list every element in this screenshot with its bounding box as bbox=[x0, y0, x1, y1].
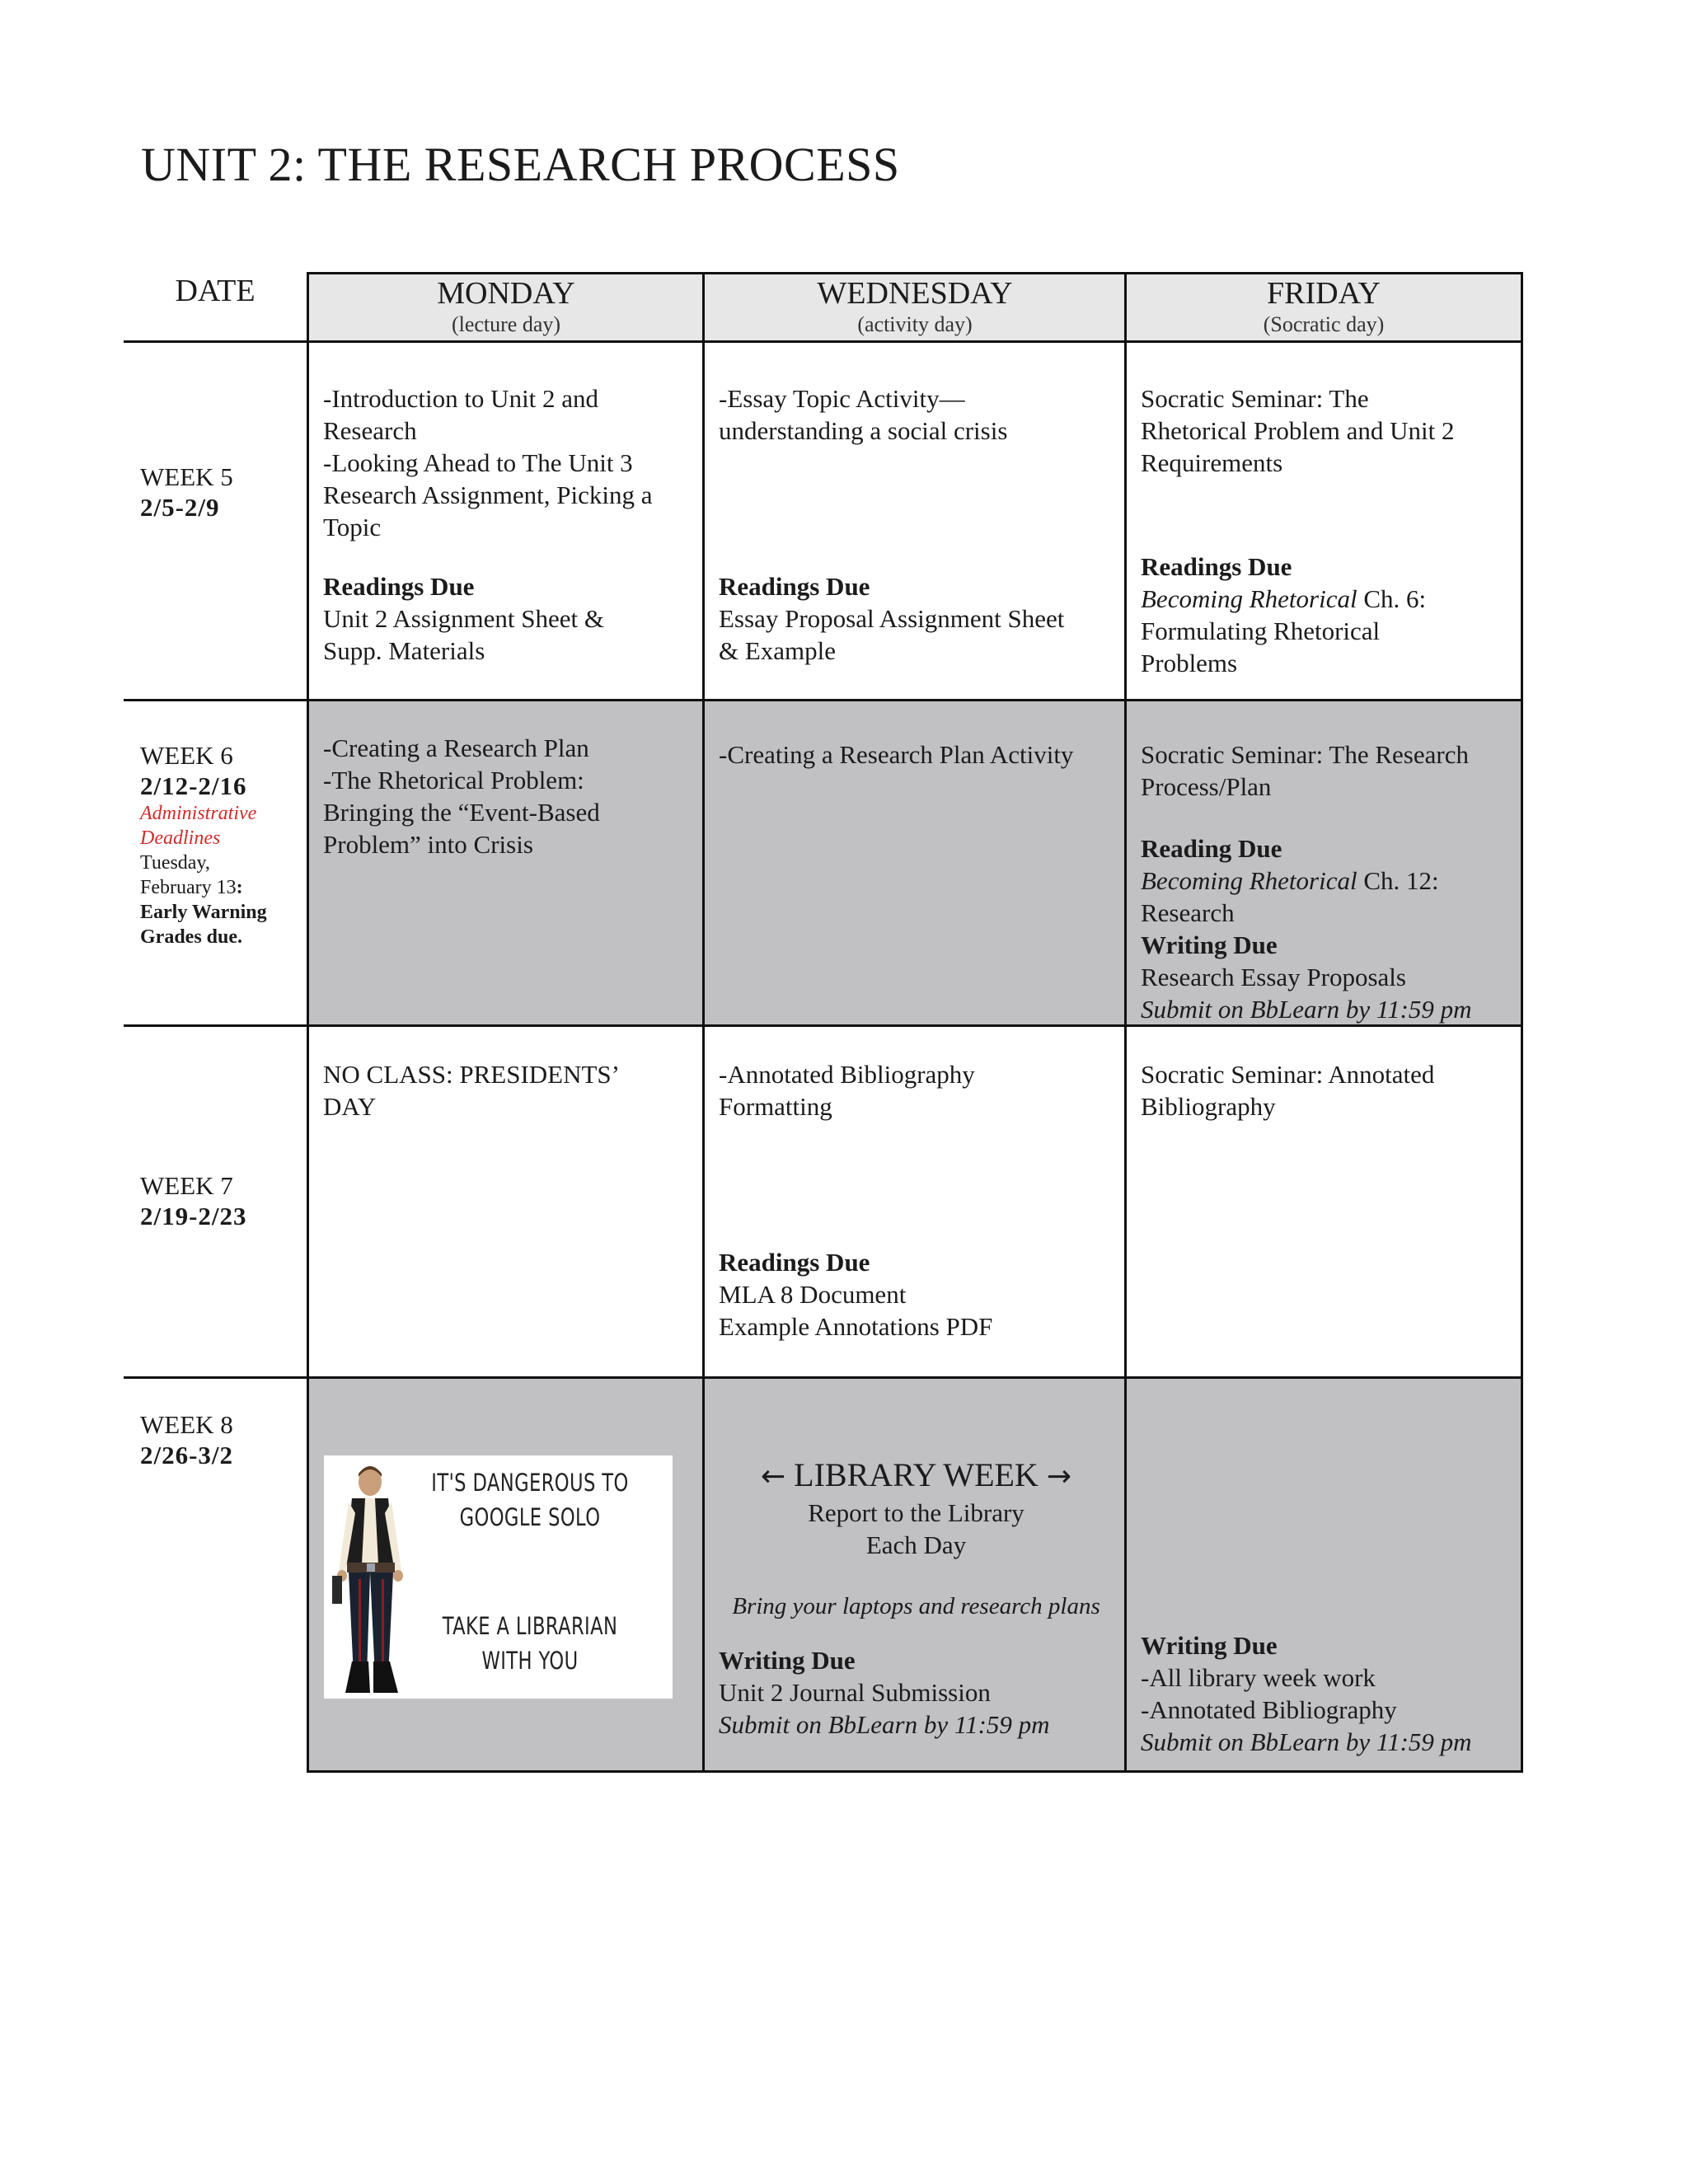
topic-line: -The Rhetorical Problem: bbox=[323, 766, 584, 794]
due-line: Unit 2 Journal Submission bbox=[719, 1678, 991, 1707]
deadline-note bbox=[140, 875, 267, 900]
day-name: FRIDAY bbox=[1267, 276, 1381, 311]
due-heading: Readings Due bbox=[719, 572, 870, 601]
due-line: Example Annotations PDF bbox=[719, 1312, 993, 1341]
library-week-block bbox=[706, 1455, 1127, 1623]
meme-line: WITH YOU bbox=[481, 1647, 579, 1675]
due-line: Research bbox=[1141, 898, 1235, 927]
week7-monday-cell bbox=[308, 1058, 704, 1376]
week7-wednesday-cell bbox=[704, 1058, 1126, 1376]
topic-line: Socratic Seminar: The Research bbox=[1141, 740, 1469, 769]
topic-line: -Annotated Bibliography bbox=[719, 1060, 975, 1089]
due-line: -All library week work bbox=[1141, 1663, 1376, 1692]
date-column-header: DATE bbox=[175, 274, 256, 308]
library-instruction: Report to the Library bbox=[808, 1498, 1025, 1527]
week5-label-block bbox=[140, 462, 233, 523]
librarian-meme-image bbox=[324, 1455, 673, 1699]
topic-line: Socratic Seminar: Annotated bbox=[1141, 1060, 1435, 1089]
arrow-left-icon: ← bbox=[760, 1460, 786, 1493]
day-subtitle: (activity day) bbox=[857, 312, 973, 336]
due-line bbox=[1141, 583, 1507, 615]
topic-line: Research bbox=[323, 416, 417, 445]
week-dates: 2/26-3/2 bbox=[140, 1441, 234, 1469]
library-week-banner bbox=[706, 1455, 1127, 1497]
topic-line: Rhetorical Problem and Unit 2 bbox=[1141, 416, 1455, 445]
deadline-note: Grades due. bbox=[140, 926, 243, 948]
friday-header bbox=[1126, 274, 1522, 336]
week-dates: 2/5-2/9 bbox=[140, 493, 220, 522]
library-instruction: Each Day bbox=[865, 1530, 967, 1559]
week-label: WEEK 6 bbox=[140, 741, 233, 770]
cell-due bbox=[308, 570, 704, 667]
topic-line: Research Assignment, Picking a bbox=[323, 480, 653, 509]
week7-label-block bbox=[140, 1170, 247, 1231]
page-title: UNIT 2: THE RESEARCH PROCESS bbox=[141, 138, 900, 191]
due-heading: Reading Due bbox=[1141, 834, 1282, 863]
due-line: MLA 8 Document bbox=[719, 1280, 907, 1309]
due-heading: Writing Due bbox=[1141, 1631, 1278, 1660]
figure-illustration bbox=[324, 1455, 415, 1699]
due-line: Problems bbox=[1141, 649, 1238, 677]
submit-note: Submit on BbLearn by 11:59 pm bbox=[1141, 1727, 1472, 1756]
topic-line: -Creating a Research Plan Activity bbox=[719, 740, 1074, 769]
week-label: WEEK 7 bbox=[140, 1171, 233, 1200]
due-line: & Example bbox=[719, 636, 837, 665]
cell-due bbox=[1126, 832, 1522, 1025]
topic-line: Problem” into Crisis bbox=[323, 830, 533, 859]
chapter-ref: Ch. 12: bbox=[1357, 866, 1439, 895]
day-subtitle: (lecture day) bbox=[451, 312, 561, 336]
meme-line: TAKE A LIBRARIAN bbox=[442, 1612, 618, 1640]
cell-topics bbox=[1126, 738, 1522, 803]
week7-friday-cell bbox=[1126, 1058, 1522, 1376]
week6-wednesday-cell bbox=[704, 738, 1126, 1024]
topic-line: Socratic Seminar: The bbox=[1141, 384, 1369, 413]
grid-line-week5 bbox=[124, 699, 1523, 701]
cell-due bbox=[704, 1246, 1126, 1343]
topic-line: Topic bbox=[323, 513, 382, 541]
week5-wednesday-cell bbox=[704, 382, 1126, 699]
due-line: -Annotated Bibliography bbox=[1141, 1695, 1397, 1724]
cell-topics bbox=[704, 382, 1126, 447]
topic-line: understanding a social crisis bbox=[719, 416, 1008, 445]
topic-line: -Looking Ahead to The Unit 3 bbox=[323, 448, 633, 477]
grid-line-bottom bbox=[307, 1770, 1523, 1773]
grid-line-header bbox=[124, 340, 1523, 343]
day-name: WEDNESDAY bbox=[817, 276, 1013, 311]
day-name: MONDAY bbox=[437, 276, 575, 311]
library-note: Bring your laptops and research plans bbox=[732, 1593, 1100, 1619]
due-heading: Readings Due bbox=[1141, 552, 1292, 581]
due-heading: Readings Due bbox=[719, 1248, 870, 1277]
cell-topics bbox=[704, 1058, 1126, 1122]
due-heading: Writing Due bbox=[719, 1646, 856, 1675]
due-line: Unit 2 Assignment Sheet & bbox=[323, 604, 604, 633]
week6-label-block bbox=[140, 740, 267, 949]
due-line: Essay Proposal Assignment Sheet bbox=[719, 604, 1065, 633]
admin-deadlines-label: Administrative bbox=[140, 803, 257, 824]
deadline-note: Tuesday, bbox=[140, 852, 210, 874]
day-subtitle: (Socratic day) bbox=[1263, 312, 1385, 336]
meme-top-text bbox=[420, 1465, 639, 1535]
chapter-ref: Ch. 6: bbox=[1357, 584, 1427, 613]
week-label: WEEK 5 bbox=[140, 462, 233, 491]
topic-line: Bringing the “Event-Based bbox=[323, 798, 600, 827]
cell-due bbox=[704, 570, 1126, 667]
week-dates: 2/12-2/16 bbox=[140, 771, 247, 800]
topic-line: DAY bbox=[323, 1092, 377, 1121]
deadline-colon: : bbox=[236, 877, 243, 898]
due-line: Formulating Rhetorical bbox=[1141, 616, 1381, 645]
due-heading: Writing Due bbox=[1141, 930, 1278, 959]
grid-line-week7 bbox=[124, 1376, 1523, 1379]
due-line: Supp. Materials bbox=[323, 636, 485, 665]
meme-line: IT'S DANGEROUS TO bbox=[431, 1469, 629, 1497]
topic-line: NO CLASS: PRESIDENTS’ bbox=[323, 1060, 620, 1089]
due-line: Research Essay Proposals bbox=[1141, 963, 1406, 991]
week-dates: 2/19-2/23 bbox=[140, 1202, 247, 1230]
topic-line: Process/Plan bbox=[1141, 772, 1272, 801]
cell-due bbox=[1126, 551, 1522, 679]
topic-line: Formatting bbox=[719, 1092, 832, 1121]
week8-label-block bbox=[140, 1409, 233, 1470]
book-title: Becoming Rhetorical bbox=[1141, 866, 1357, 895]
week6-friday-cell bbox=[1126, 738, 1522, 1024]
topic-line: -Essay Topic Activity— bbox=[719, 384, 965, 413]
week5-monday-cell bbox=[308, 382, 704, 699]
admin-deadlines-label: Deadlines bbox=[140, 827, 221, 849]
arrow-right-icon: → bbox=[1046, 1460, 1071, 1493]
book-title: Becoming Rhetorical bbox=[1141, 584, 1357, 613]
topic-line: Bibliography bbox=[1141, 1092, 1276, 1121]
deadline-note: Early Warning bbox=[140, 902, 267, 923]
week6-monday-cell bbox=[308, 732, 704, 1024]
week8-friday-due bbox=[1126, 1629, 1522, 1758]
meme-line: GOOGLE SOLO bbox=[459, 1503, 601, 1531]
cell-topics bbox=[308, 382, 704, 543]
topic-line: -Introduction to Unit 2 and bbox=[323, 384, 599, 413]
topic-line: -Creating a Research Plan bbox=[323, 733, 589, 762]
submit-note: Submit on BbLearn by 11:59 pm bbox=[719, 1710, 1050, 1739]
due-heading: Readings Due bbox=[323, 572, 475, 601]
submit-note: Submit on BbLearn by 11:59 pm bbox=[1141, 995, 1472, 1024]
week5-friday-cell bbox=[1126, 382, 1522, 699]
deadline-date: February 13 bbox=[140, 877, 237, 898]
cell-topics bbox=[1126, 382, 1522, 479]
wednesday-header bbox=[704, 274, 1126, 336]
monday-header bbox=[308, 274, 704, 336]
week-label: WEEK 8 bbox=[140, 1410, 233, 1439]
due-line bbox=[1141, 865, 1507, 897]
meme-bottom-text bbox=[420, 1609, 639, 1678]
topic-line: Requirements bbox=[1141, 448, 1283, 477]
week8-wednesday-due bbox=[704, 1644, 1126, 1741]
banner-text: LIBRARY WEEK bbox=[794, 1456, 1039, 1493]
